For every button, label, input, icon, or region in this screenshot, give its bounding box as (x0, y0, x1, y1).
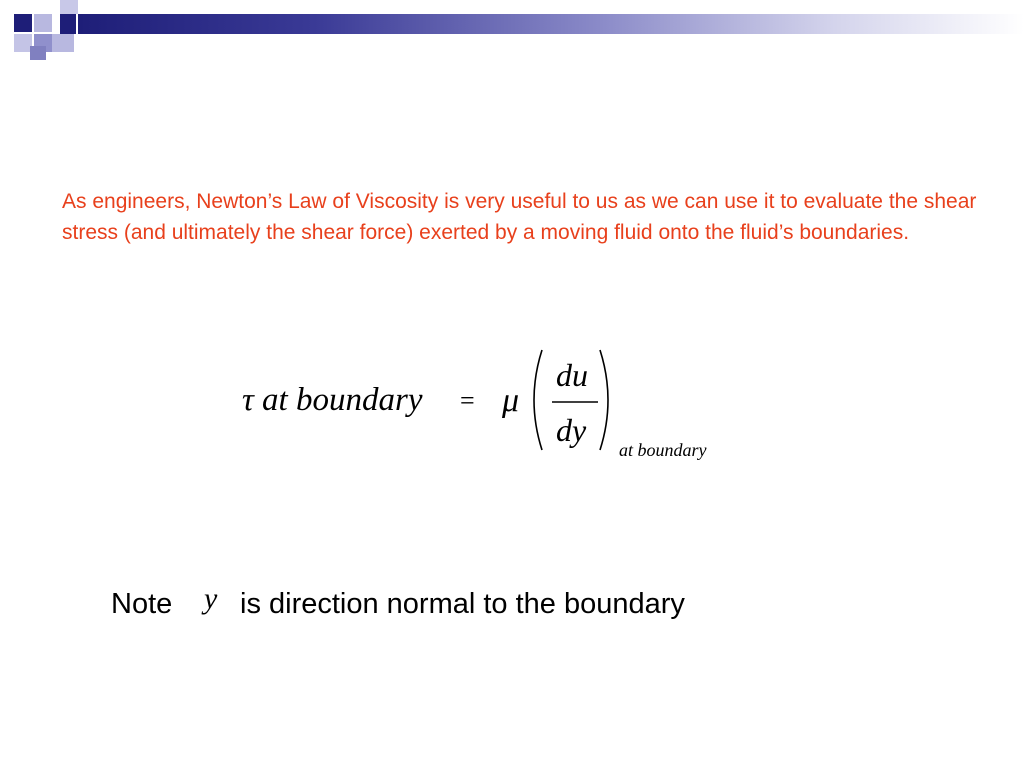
formula-fraction-bar (552, 400, 600, 404)
note-line (111, 582, 891, 636)
formula-equals: = (460, 386, 475, 415)
formula-right-paren (596, 348, 618, 452)
formula-lhs: τ at boundary (242, 382, 423, 418)
note-text: is direction normal to the boundary (240, 588, 685, 620)
formula-numerator: du (556, 357, 588, 393)
intro-paragraph: As engineers, Newton’s Law of Viscosity is very useful to us as we can use it to evaluate the shear stress (and ultimately the shear force) exerted by a moving fluid onto the fluid’s boundaries. (62, 190, 977, 244)
formula-denominator: dy (556, 412, 587, 448)
formula-viscosity-symbol: μ (502, 382, 520, 419)
note-variable: y (204, 582, 218, 615)
formula-left-paren (524, 348, 546, 452)
note-label: Note (111, 588, 173, 620)
formula-subscript: at boundary (619, 440, 707, 460)
